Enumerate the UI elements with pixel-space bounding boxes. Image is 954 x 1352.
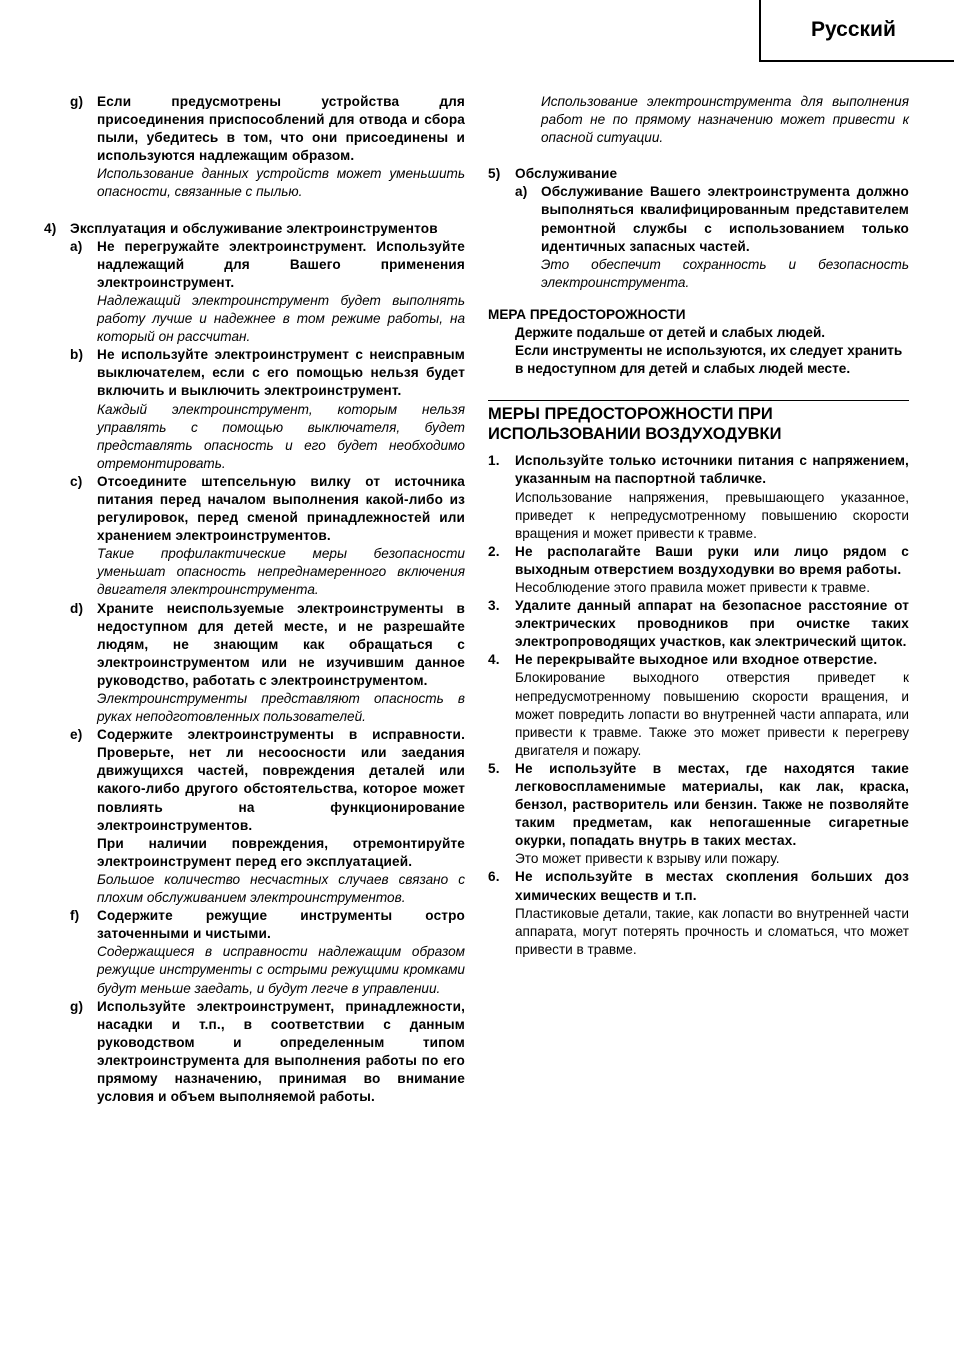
item-label: 3. [488,598,500,614]
list-item [488,651,909,760]
item-label: 6. [488,869,500,885]
item-text: Пластиковые детали, такие, как лопасти во внутренней части аппарата, могут потерять прочность и сломаться, что может привести в травме. [515,905,909,957]
item-italic-text: Электроинструменты представляют опасность в руках неподготовленных пользователей. [97,691,465,725]
item-label: g) [70,94,84,109]
list-item [488,868,909,958]
caution-line-1: Держите подальше от детей и слабых людей. [515,325,826,341]
list-item [515,183,909,292]
item-bold-text: Используйте только источники питания с напряжением, указанным на паспортной табличке. [515,453,909,487]
list-item [488,760,909,869]
item-text: Несоблюдение этого правила может привести к травме. [515,579,870,595]
item-bold-text: Содержите электроинструменты в исправности. Проверьте, нет ли несоосности или заедания движущихся частей, повреждения деталей или какого-либо другого обстоятельства, которое может повлиять на функционирование электроинструментов. [97,727,465,833]
left-column [44,93,465,1106]
item-g-dust [44,93,465,202]
blower-heading: МЕРЫ ПРЕДОСТОРОЖНОСТИ ПРИ ИСПОЛЬЗОВАНИИ ВОЗДУХОДУВКИ [488,400,909,444]
item-text: Это может привести к взрыву или пожару. [515,851,780,867]
list-item [70,346,465,473]
item-bold-text: Используйте электроинструмент, принадлежности, насадки и т.п., в соответствии с данным руководством и определенным типом электроинструмента для выполнения работы по его прямому назначению, принимая во внимание условия и объем выполняемой работы. [97,998,465,1105]
list-item [70,907,465,997]
blower-list [488,452,909,959]
list-item [488,543,909,597]
item-label: b) [70,347,84,363]
caution-title: МЕРА ПРЕДОСТОРОЖНОСТИ [488,306,686,322]
list-item [488,452,909,542]
item-label: g) [70,998,84,1014]
list-item [70,726,465,907]
language-label: Русский [811,18,896,41]
item-g-continuation: Использование электроинструмента для выполнения работ не по прямому назначению может привести к опасной ситуации. [541,94,909,146]
item-bold-text: Не используйте в местах, где находятся такие легковоспламенимые материалы, как лак, краска, бензол, растворитель или бензин. Также не позволяйте таким предметам, как непогашенные сигаретные окурки, попадать внутрь в таких местах. [515,760,909,849]
item-italic-text: Использование данных устройств может уменьшить опасности, связанные с пылью. [97,166,465,200]
section-5 [488,165,909,292]
item-label: d) [70,600,84,616]
item-bold-text: Если предусмотрены устройства для присоединения приспособлений для отвода и сбора пыли, убедитесь в том, что они присоединены и используются надлежащим образом. [97,94,465,164]
item-bold-text: Удалите данный аппарат на безопасное расстояние от электрических проводников при очистке таких электропроводящих участков, как электрический щиток. [515,598,909,650]
list-item [70,238,465,347]
section-title: Эксплуатация и обслуживание электроинструментов [70,220,438,236]
item-label: e) [70,727,83,743]
item-bold-text: Храните неиспользуемые электроинструменты в недоступном для детей месте, и не разрешайте людям, не знающим как обращаться с электроинструментом или не изучившим данное руководство, работать с электроинструментом. [97,600,465,688]
item-italic-text: Содержащиеся в исправности надлежащим образом режущие инструменты с острыми режущими кромками будут меньше заедать, и будут легче в управлении. [97,944,465,996]
section-title: Обслуживание [515,166,618,182]
list-item [488,597,909,651]
item-bold-text: Не используйте электроинструмент с неисправным выключателем, если с его помощью нельзя будет включить и выключить электроинструмент. [97,347,465,399]
list-item [70,600,465,727]
item-label: a) [515,184,528,200]
item-bold-text: Содержите режущие инструменты остро заточенными и чистыми. [97,908,465,942]
item-italic-text: Надлежащий электроинструмент будет выполнять работу лучше и надежнее в том режиме работы, на который он рассчитан. [97,292,465,345]
list-item [70,998,465,1107]
section-number: 4) [44,220,57,236]
item-bold-text-2: При наличии повреждения, отремонтируйте электроинструмент перед его эксплуатацией. [97,835,465,869]
item-bold-text: Не перекрывайте выходное или входное отверстие. [515,652,878,668]
item-text: Блокирование выходного отверстия приведет к непредусмотренному повышению скорости вращения, и может повредить лопасти во внутренней части аппарата, или привести к травме. Также это может привести к перегреву двигателя и пожару. [515,670,909,758]
item-text: Использование напряжения, превышающего указанное, приведет к непредусмотренному повышению скорости вращения и может привести к травме. [515,489,909,541]
item-label: 5. [488,760,500,776]
item-label: 4. [488,652,500,668]
item-label: 2. [488,543,500,559]
item-bold-text: Обслуживание Вашего электроинструмента должно выполняться квалифицированным представителем ремонтной службы с использованием только идентичных запасных частей. [541,184,909,254]
item-italic-text: Большое количество несчастных случаев связано с плохим обслуживанием электроинструментов. [97,871,465,906]
item-italic-text: Каждый электроинструмент, которым нельзя управлять с помощью выключателя, будет представлять опасность и его будет необходимо отремонтировать. [97,401,465,471]
section-number: 5) [488,166,501,182]
language-tab [759,0,954,62]
item-label: a) [70,238,83,254]
item-bold-text: Не используйте в местах скопления больших доз химических веществ и т.п. [515,869,909,903]
right-column [488,93,909,959]
item-italic-text: Такие профилактические меры безопасности уменьшат опасность непреднамеренного включения двигателя электроинструмента. [97,546,465,598]
caution-line-2: Если инструменты не используются, их следует хранить в недоступном для детей и слабых людей месте. [515,343,903,377]
item-label: c) [70,473,83,489]
item-italic-text: Это обеспечит сохранность и безопасность электроинструмента. [541,256,909,290]
list-item [70,473,465,600]
section-4 [44,220,465,1107]
item-label: f) [70,908,80,924]
caution-body [488,324,909,378]
item-label: 1. [488,453,500,469]
item-bold-text: Не перегружайте электроинструмент. Используйте надлежащий для Вашего применения электроинструмент. [97,238,465,290]
item-bold-text: Не располагайте Ваши руки или лицо рядом с выходным отверстием воздуходувки во время работы. [515,543,909,577]
item-bold-text: Отсоедините штепсельную вилку от источника питания перед началом выполнения какой-либо из регулировок, перед сменой принадлежностей или хранением электроинструментов. [97,473,465,544]
